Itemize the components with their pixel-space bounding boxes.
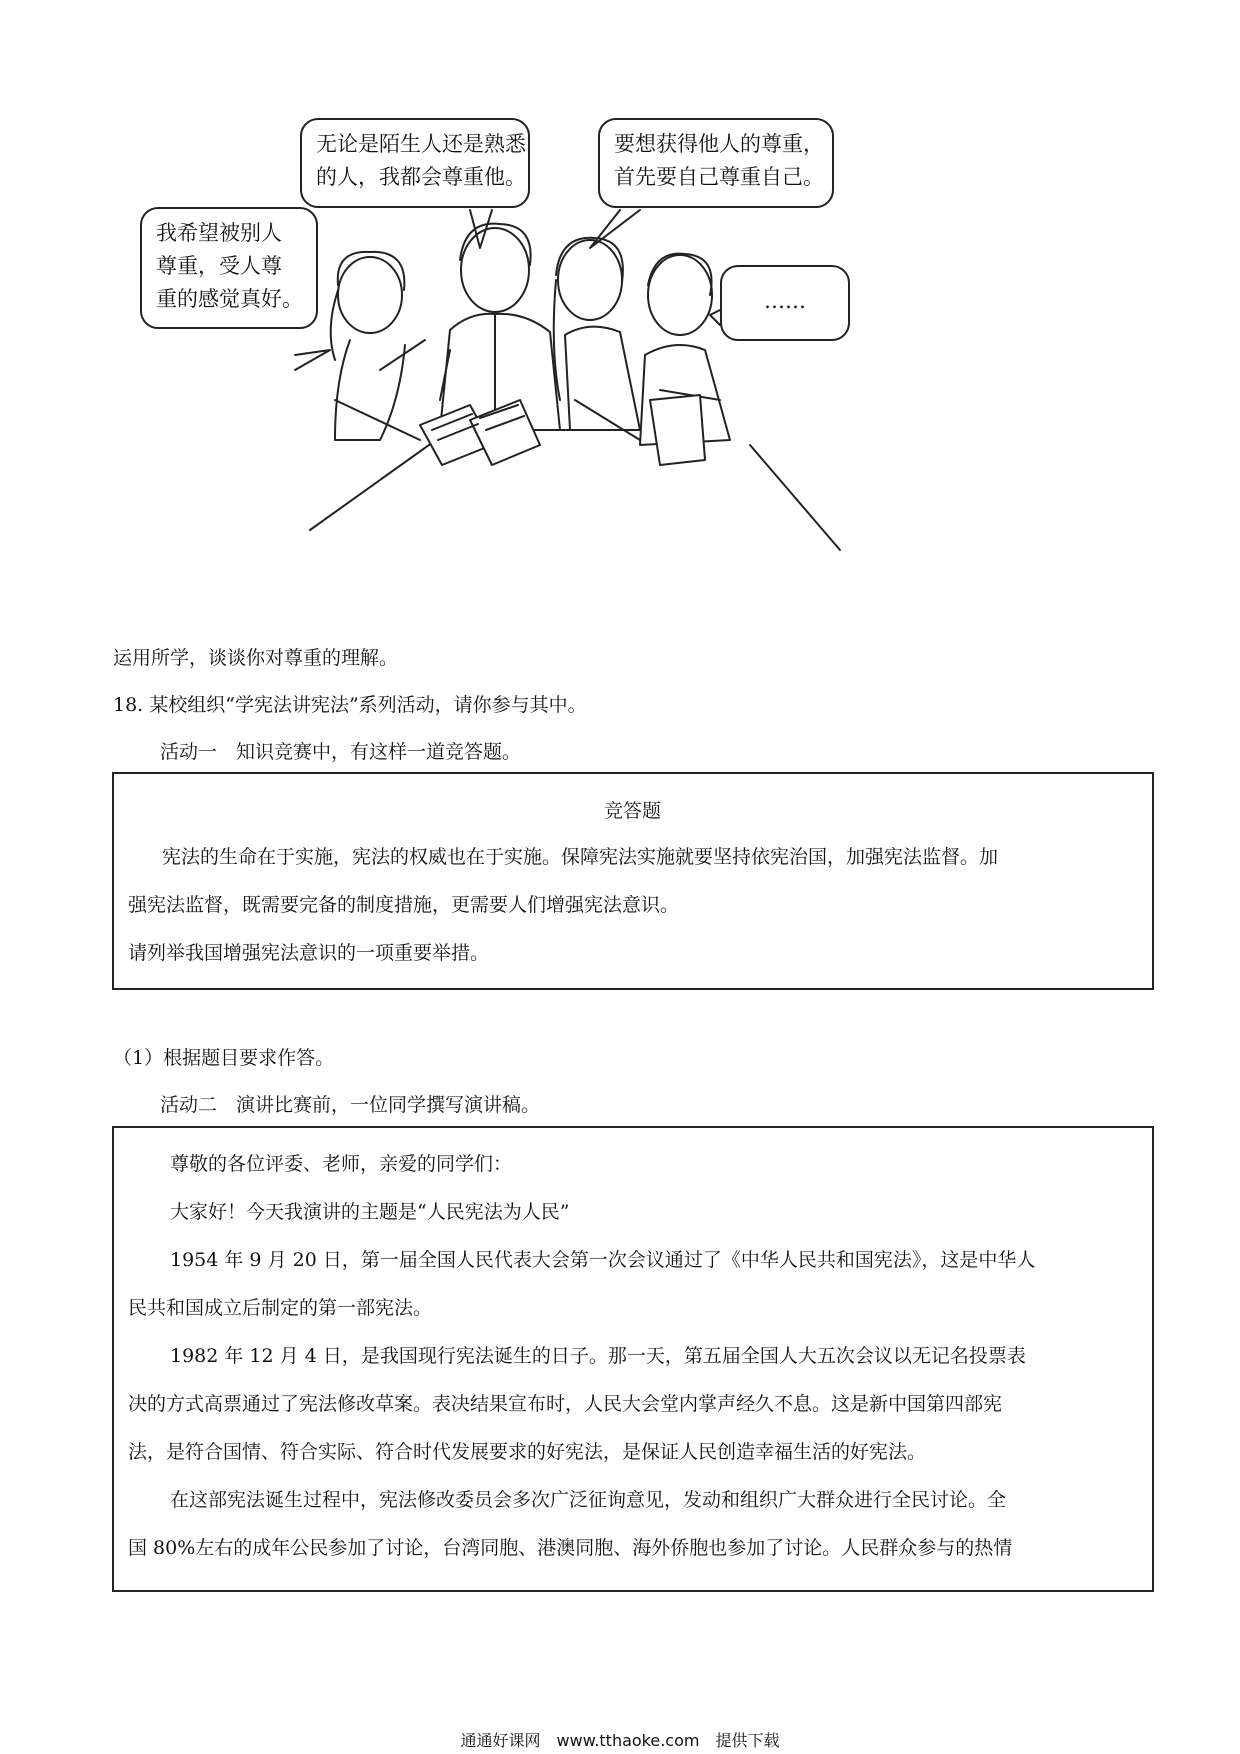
bubble-line: ……: [764, 289, 806, 313]
quiz-title: 竞答题: [603, 800, 661, 822]
speech-line: 法，是符合国情、符合实际、符合时代发展要求的好宪法，是保证人民创造幸福生活的好宪法。: [128, 1441, 927, 1463]
bubble-line: 尊重，受人尊: [156, 254, 282, 278]
q17-prompt: 运用所学，谈谈你对尊重的理解。: [113, 647, 399, 669]
speech-bubble-girl-right: [598, 118, 834, 208]
bubble-line: 要想获得他人的尊重，: [614, 132, 824, 156]
speech-bubble-boy-right: [720, 265, 850, 341]
students-illustration: [120, 100, 880, 560]
quiz-question-box: [112, 772, 1154, 990]
speech-line: 国 80%左右的成年公民参加了讨论，台湾同胞、港澳同胞、海外侨胞也参加了讨论。人民群众参与的热情: [128, 1537, 1013, 1559]
bubble-line: 的人，我都会尊重他。: [316, 165, 526, 189]
speech-bubble-boy-center: [300, 118, 530, 208]
speech-line: 尊敬的各位评委、老师，亲爱的同学们：: [170, 1153, 513, 1175]
quiz-line: 宪法的生命在于实施，宪法的权威也在于实施。保障宪法实施就要坚持依宪治国，加强宪法监督。加: [162, 846, 999, 868]
page-footer: 通通好课网 www.tthaoke.com 提供下载: [460, 1731, 780, 1750]
bubble-line: 无论是陌生人还是熟悉: [316, 132, 526, 156]
speech-draft-box: [112, 1126, 1154, 1592]
bubble-line: 我希望被别人: [156, 221, 282, 245]
speech-line: 在这部宪法诞生过程中，宪法修改委员会多次广泛征询意见，发动和组织广大群众进行全民讨论。全: [170, 1489, 1007, 1511]
quiz-line: 强宪法监督，既需要完备的制度措施，更需要人们增强宪法意识。: [128, 894, 680, 916]
speech-bubble-girl-left: [140, 207, 318, 329]
sub-question-1: （1）根据题目要求作答。: [113, 1047, 335, 1069]
speech-line: 大家好！今天我演讲的主题是“人民宪法为人民”: [170, 1201, 570, 1223]
bubble-line: 重的感觉真好。: [156, 287, 303, 311]
speech-line: 1982 年 12 月 4 日，是我国现行宪法诞生的日子。那一天，第五届全国人大五次会议以无记名投票表: [170, 1345, 1026, 1367]
activity2-intro: 活动二 演讲比赛前，一位同学撰写演讲稿。: [160, 1094, 541, 1116]
activity1-intro: 活动一 知识竞赛中，有这样一道竞答题。: [160, 741, 522, 763]
speech-line: 1954 年 9 月 20 日，第一届全国人民代表大会第一次会议通过了《中华人民共和国宪法》，这是中华人: [170, 1249, 1036, 1271]
speech-line: 决的方式高票通过了宪法修改草案。表决结果宣布时，人民大会堂内掌声经久不息。这是新中国第四部宪: [128, 1393, 1003, 1415]
q18-heading: 18. 某校组织“学宪法讲宪法”系列活动，请你参与其中。: [113, 694, 587, 716]
speech-line: 民共和国成立后制定的第一部宪法。: [128, 1297, 433, 1319]
bubble-line: 首先要自己尊重自己。: [614, 165, 824, 189]
quiz-line: 请列举我国增强宪法意识的一项重要举措。: [128, 942, 490, 964]
